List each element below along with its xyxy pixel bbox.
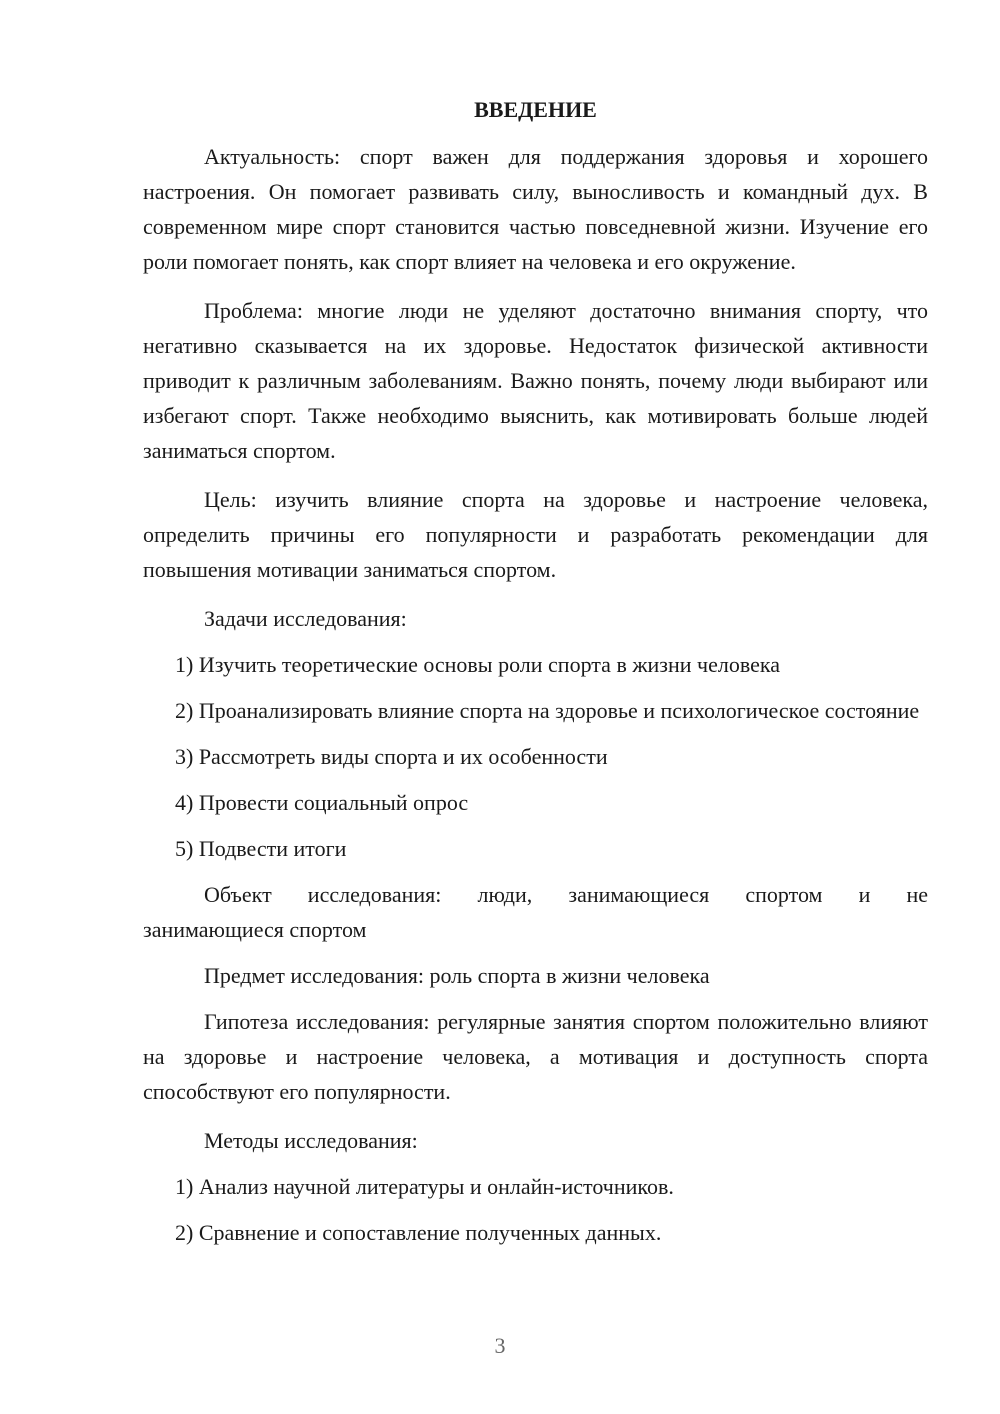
relevance-paragraph: Актуальность: спорт важен для поддержания здоровья и хорошего настроения. Он помогает развивать силу, выносливость и командный дух. В современном мире спорт становится частью повседневной жизни. Изучение его роли помогает понять, как спорт влияет на человека и его окружение.	[143, 144, 928, 274]
document-page	[143, 95, 928, 1261]
object-first-line	[143, 877, 928, 912]
object-word: и	[858, 882, 871, 907]
problem-paragraph: Проблема: многие люди не уделяют достаточно внимания спорту, что негативно сказывается на их здоровье. Недостаток физической активности приводит к различным заболеваниям. Важно понять, почему люди выбирают или избегают спорт. Также необходимо выяснить, как мотивировать больше людей заниматься спортом.	[143, 298, 928, 463]
object-word: люди,	[477, 882, 533, 907]
object-second-line: занимающиеся спортом	[143, 917, 367, 942]
task-item-3: 3) Рассмотреть виды спорта и их особенности	[175, 744, 608, 769]
tasks-heading: Задачи исследования:	[204, 606, 407, 631]
task-item-5: 5) Подвести итоги	[175, 836, 347, 861]
methods-heading: Методы исследования:	[204, 1128, 418, 1153]
object-paragraph	[143, 877, 928, 947]
method-item-1: 1) Анализ научной литературы и онлайн-источников.	[175, 1174, 674, 1199]
task-item-4: 4) Провести социальный опрос	[175, 790, 469, 815]
subject-line: Предмет исследования: роль спорта в жизни человека	[204, 963, 710, 988]
object-word: не	[906, 882, 928, 907]
method-item-2: 2) Сравнение и сопоставление полученных данных.	[175, 1220, 662, 1245]
hypothesis-paragraph: Гипотеза исследования: регулярные занятия спортом положительно влияют на здоровье и настроение человека, а мотивация и доступность спорта способствуют его популярности.	[143, 1009, 928, 1104]
object-word: спортом	[745, 882, 823, 907]
goal-paragraph: Цель: изучить влияние спорта на здоровье и настроение человека, определить причины его популярности и разработать рекомендации для повышения мотивации заниматься спортом.	[143, 487, 928, 582]
task-item-2: 2) Проанализировать влияние спорта на здоровье и психологическое состояние	[175, 698, 920, 723]
object-word: исследования:	[307, 882, 442, 907]
page-number: 3	[494, 1333, 506, 1358]
task-item-1: 1) Изучить теоретические основы роли спорта в жизни человека	[175, 652, 780, 677]
object-word: занимающиеся	[568, 882, 710, 907]
object-word: Объект	[204, 882, 272, 907]
section-title: ВВЕДЕНИЕ	[474, 97, 597, 122]
